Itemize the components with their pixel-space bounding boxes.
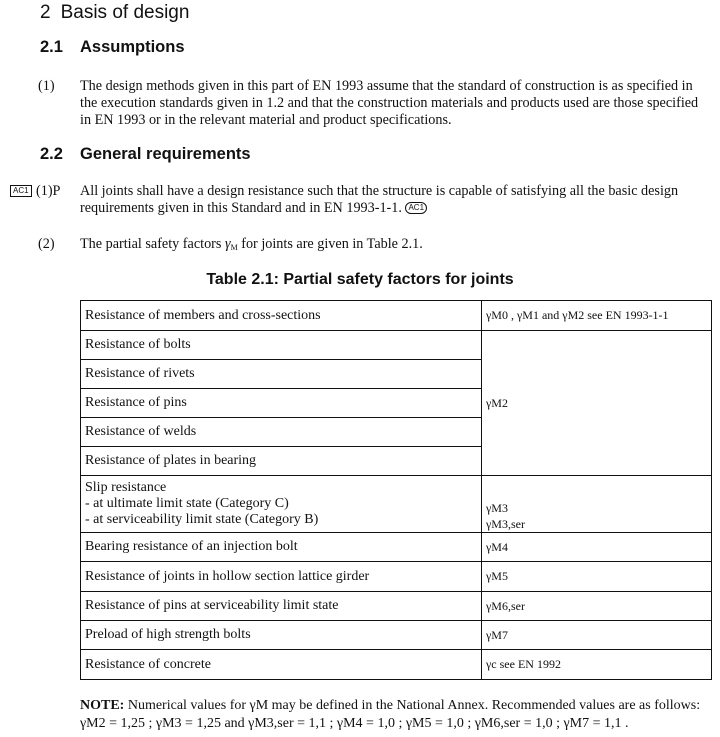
row-value: γM6,ser xyxy=(482,592,712,621)
clause-text: The design methods given in this part of EN 1993 assume that the standard of construction is as specified in the execution standards given in 1.2 and that the construction materials and products used are those specified in EN 1993 or in the relevant material and product specifications. xyxy=(80,78,699,128)
row-value: γM5 xyxy=(482,562,712,592)
clause-2: (2) The partial safety factors $\gamma_M$ for joints are given in Table 2.1. xyxy=(38,236,423,252)
table-row xyxy=(81,650,712,680)
gamma-symbol: $\gamma_M$ xyxy=(224,236,238,252)
row-value: γM0 , γM1 and γM2 see EN 1993-1-1 xyxy=(482,301,712,331)
table-row xyxy=(81,301,712,331)
subsection-heading-assumptions xyxy=(40,38,185,57)
row-label: Resistance of concrete xyxy=(81,650,482,680)
row-label: Resistance of plates in bearing xyxy=(81,447,482,476)
row-label: Resistance of rivets xyxy=(81,360,482,389)
amendment-end-marker: AC1 xyxy=(405,202,427,214)
table-row xyxy=(81,331,712,360)
clause-label: (1) xyxy=(38,78,55,94)
table-row xyxy=(81,476,712,533)
subsection-title: Assumptions xyxy=(80,38,185,56)
row-label: Resistance of joints in hollow section lattice girder xyxy=(81,562,482,592)
row-value: γM2 xyxy=(482,331,712,476)
row-label: Resistance of pins xyxy=(81,389,482,418)
row-value-multiline: γM3 γM3,ser xyxy=(482,476,712,533)
subsection-number: 2.1 xyxy=(40,38,63,56)
row-label: Resistance of members and cross-sections xyxy=(81,301,482,331)
row-label: Preload of high strength bolts xyxy=(81,621,482,650)
amendment-marker: AC1 xyxy=(10,183,32,200)
subsection-number: 2.2 xyxy=(40,145,63,163)
note-text: Numerical values for γM may be defined in the National Annex. Recommended values are as follows: γM2 = 1,25 ; γM3 = 1,25 and γM3,ser = 1,1 ; γM4 = 1,0 ; γM5 = 1,0 ; γM6,ser = 1,0 ; γM7 = 1,1 . xyxy=(80,698,701,731)
row-label-multiline: Slip resistance - at ultimate limit state (Category C) - at serviceability limit state (Category B) xyxy=(81,476,482,533)
subsection-heading-general xyxy=(40,145,251,164)
clause-label: (2) xyxy=(38,236,55,252)
clause-1 xyxy=(38,78,712,129)
row-value: γM7 xyxy=(482,621,712,650)
row-label: Resistance of pins at serviceability limit state xyxy=(81,592,482,621)
table-row xyxy=(81,592,712,621)
table-row xyxy=(81,562,712,592)
partial-safety-factors-table xyxy=(80,300,712,680)
subsection-title: General requirements xyxy=(80,145,251,163)
note-label: NOTE: xyxy=(80,698,125,713)
row-value: γc see EN 1992 xyxy=(482,650,712,680)
clause-1p xyxy=(13,183,712,217)
clause-text: All joints shall have a design resistance such that the structure is capable of satisfying all the basic design requirements given in this Standard and in EN 1993-1-1. xyxy=(80,183,679,216)
section-number: 2 xyxy=(40,2,51,23)
row-label: Resistance of welds xyxy=(81,418,482,447)
row-label: Resistance of bolts xyxy=(81,331,482,360)
row-value: γM4 xyxy=(482,533,712,562)
table-row xyxy=(81,621,712,650)
table-row xyxy=(81,533,712,562)
clause-label: (1)P xyxy=(36,183,61,199)
section-title: Basis of design xyxy=(60,2,190,23)
row-label: Bearing resistance of an injection bolt xyxy=(81,533,482,562)
section-heading xyxy=(40,2,189,24)
table-caption: Table 2.1: Partial safety factors for joints xyxy=(206,271,514,288)
table-note xyxy=(80,697,716,733)
